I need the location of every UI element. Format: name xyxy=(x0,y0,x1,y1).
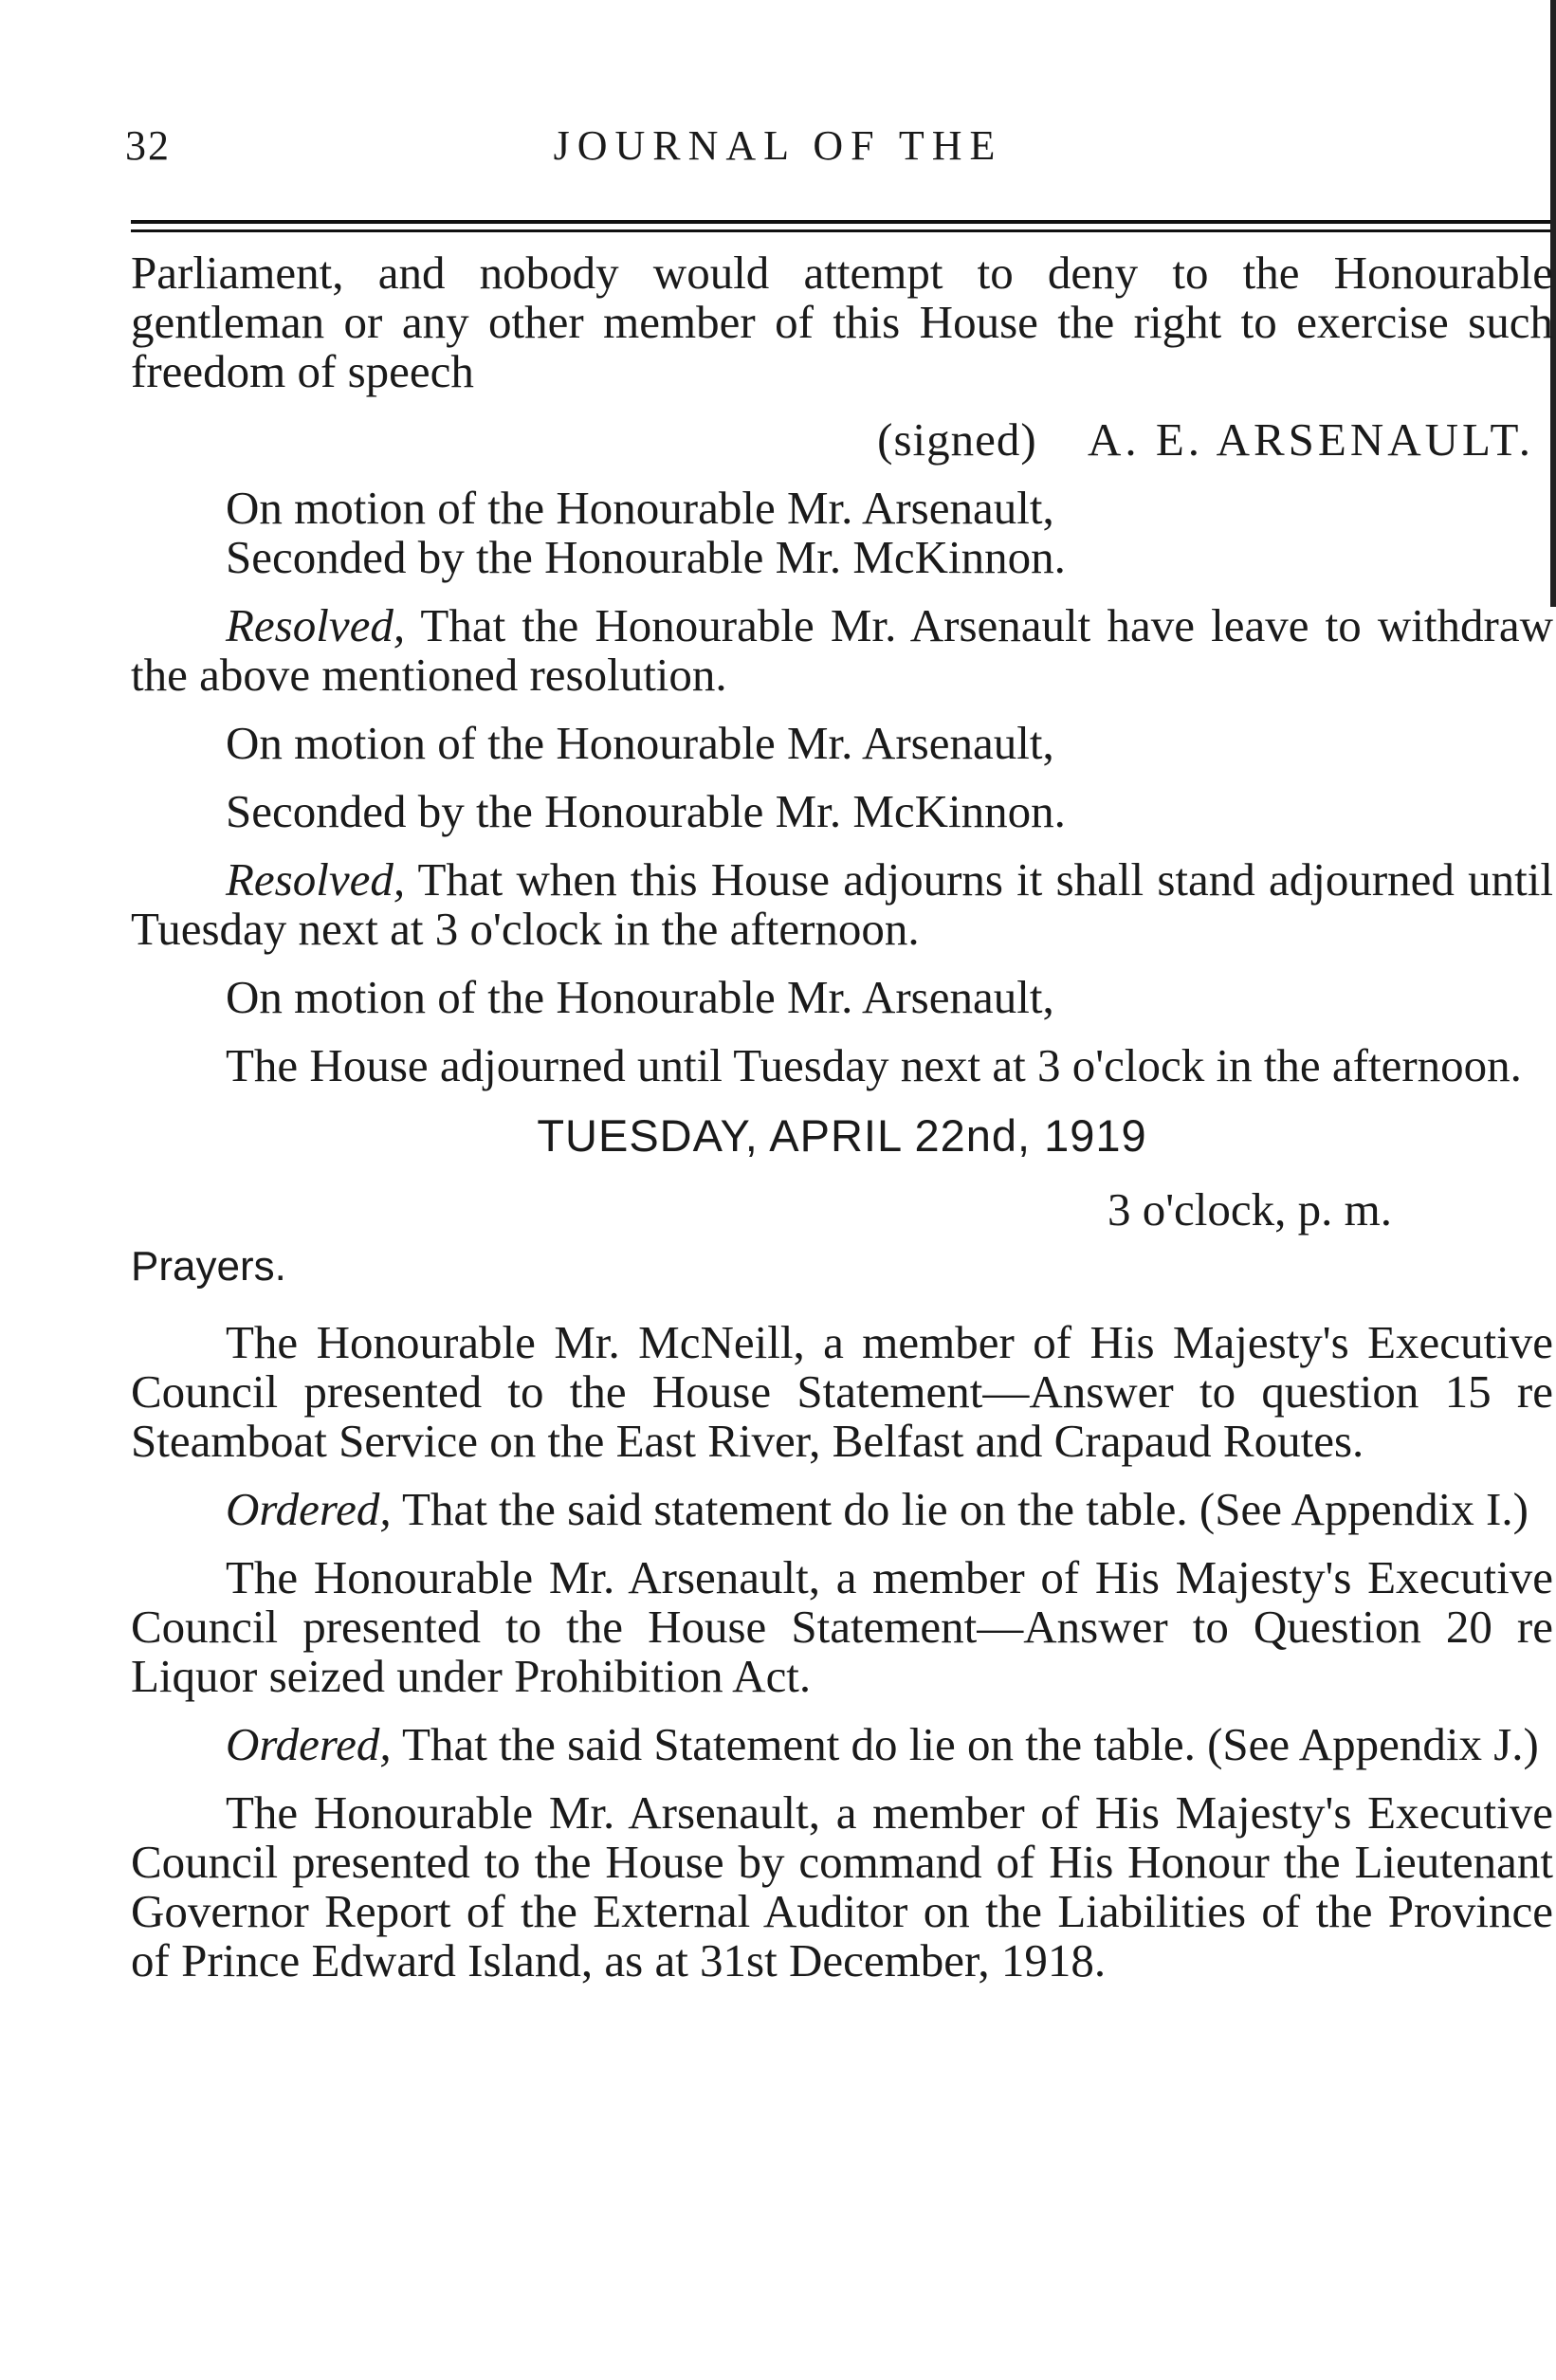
motion-mover-3: On motion of the Honourable Mr. Arsenault, xyxy=(226,971,1054,1023)
motion-block-1 xyxy=(226,484,1553,582)
signature-line xyxy=(131,415,1553,465)
motion-mover: On motion of the Honourable Mr. Arsenault, xyxy=(226,482,1054,534)
resolved-label: Resolved, xyxy=(226,853,406,906)
ordered-label: Ordered, xyxy=(226,1718,392,1770)
page-body xyxy=(131,248,1553,2005)
motion-mover-2: On motion of the Honourable Mr. Arsenault, xyxy=(226,717,1054,769)
ordered-label: Ordered, xyxy=(226,1483,392,1535)
motion-seconder: Seconded by the Honourable Mr. McKinnon. xyxy=(226,531,1066,583)
page-number: 32 xyxy=(125,122,171,169)
resolution-text: That the Honourable Mr. Arsenault have leave to withdraw the above mentioned resolution. xyxy=(131,599,1553,701)
order-2 xyxy=(131,1720,1553,1769)
signed-label: (signed) xyxy=(877,413,1037,466)
statement-item-3: The Honourable Mr. Arsenault, a member of His Majesty's Executive Council presented to the House by command of His Honour the Lieutenant Governor Report of the External Auditor on the Liabilities of the Province of Prince Edward Island, as at 31st December, 1918. xyxy=(131,1786,1553,1986)
session-date-heading: TUESDAY, APRIL 22nd, 1919 xyxy=(537,1110,1147,1161)
running-title: JOURNAL OF THE xyxy=(553,122,1003,169)
resolution-2 xyxy=(131,855,1553,954)
resolution-text: That when this House adjourns it shall stand adjourned until Tuesday next at 3 o'clock in the afternoon. xyxy=(131,853,1553,955)
resolution-1 xyxy=(131,601,1553,700)
order-text: That the said statement do lie on the table. (See Appendix I.) xyxy=(402,1483,1529,1535)
statement-item-2: The Honourable Mr. Arsenault, a member of His Majesty's Executive Council presented to the House Statement—Answer to Question 20 re Liquor seized under Prohibition Act. xyxy=(131,1551,1553,1702)
statement-item-1: The Honourable Mr. McNeill, a member of His Majesty's Executive Council presented to the House Statement—Answer to question 15 re Steamboat Service on the East River, Belfast and Crapaud Routes. xyxy=(131,1316,1553,1467)
prayers-heading: Prayers. xyxy=(131,1243,286,1290)
header-rule-bottom xyxy=(131,229,1556,232)
session-time: 3 o'clock, p. m. xyxy=(1107,1183,1392,1236)
page-header xyxy=(0,121,1556,178)
order-text: That the said Statement do lie on the table. (See Appendix J.) xyxy=(402,1718,1539,1770)
adjournment-paragraph: The House adjourned until Tuesday next at 3 o'clock in the afternoon. xyxy=(226,1039,1522,1091)
resolved-label: Resolved, xyxy=(226,599,406,651)
signed-name: A. E. ARSENAULT. xyxy=(1087,413,1534,466)
continued-paragraph: Parliament, and nobody would attempt to deny to the Honourable gentleman or any other member of this House the right to exercise such freedom of speech xyxy=(131,247,1553,397)
header-rule-top xyxy=(131,220,1556,224)
order-1 xyxy=(131,1485,1553,1534)
motion-seconder-2: Seconded by the Honourable Mr. McKinnon. xyxy=(226,785,1066,837)
